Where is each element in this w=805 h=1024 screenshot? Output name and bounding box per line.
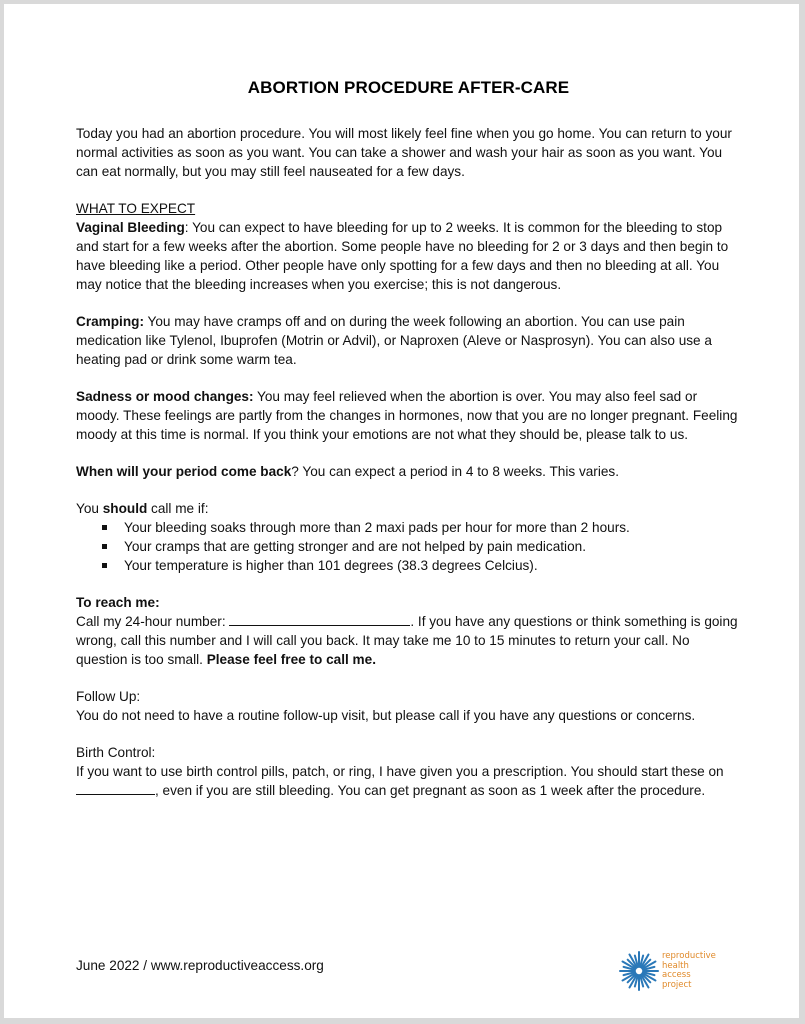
call-if-emph: should [102,501,148,516]
follow-up-heading: Follow Up: [76,689,141,704]
bleeding-paragraph [76,218,741,294]
cramping-label: Cramping: [76,314,144,329]
bleeding-label: Vaginal Bleeding [76,220,185,235]
period-label: When will your period come back [76,464,292,479]
bullet-icon [102,525,107,530]
cramping-paragraph [76,312,741,369]
reach-after: . If you have any questions or think something is going wrong, call this number and I will call you back. It may take me 10 to 15 minutes to return your call. No question is too small. [76,614,738,667]
expect-heading: WHAT TO EXPECT [76,201,196,216]
logo-line: health [662,960,689,971]
bleeding-text: : You can expect to have bleeding for up to 2 weeks. It is common for the bleeding to stop and start for a few weeks after the abortion. Some people have no bleeding for 2 or 3 days and then begin to have bleeding like a period. Other people have only spotting for a few days and then no bleeding at all. You may notice that the bleeding increases when you exercise; this is not dangerous. [76,220,729,292]
cramping-text: You may have cramps off and on during the week following an abortion. You can use pain medication like Tylenol, Ibuprofen (Motrin or Advil), or Naproxen (Aleve or Nasprosyn). You can also use a heating pad or drink some warm tea. [76,314,712,367]
logo-line: access [662,970,691,980]
reach-emph: Please feel free to call me. [206,652,376,667]
list-item-text: Your cramps that are getting stronger and are not helped by pain medication. [124,539,586,554]
call-if-suffix: call me if: [147,501,209,516]
start-date-blank [76,781,155,795]
list-item-text: Your temperature is higher than 101 degrees (38.3 degrees Celcius). [124,558,538,573]
mood-paragraph [76,387,741,444]
list-item [76,556,741,575]
sunburst-logo-icon [618,950,660,992]
reach-heading: To reach me: [76,595,160,610]
logo-center [635,967,643,975]
mood-label: Sadness or mood changes: [76,389,254,404]
reach-paragraph [76,612,741,669]
list-item-text: Your bleeding soaks through more than 2 maxi pads per hour for more than 2 hours. [124,520,630,535]
footer: June 2022 / www.reproductiveaccess.org [76,958,324,973]
page-title: ABORTION PROCEDURE AFTER-CARE [247,78,570,97]
birth-control-before: If you want to use birth control pills, patch, or ring, I have given you a prescription. You should start these on [76,764,724,779]
reach-before: Call my 24-hour number: [76,614,230,629]
logo-text [662,952,716,990]
bullet-icon [102,544,107,549]
call-if-intro [76,499,741,518]
period-paragraph [76,462,741,481]
follow-up-paragraph: You do not need to have a routine follow-up visit, but please call if you have any questions or concerns. [76,708,696,723]
document-page [4,4,799,1018]
bullet-icon [102,563,107,568]
call-if-prefix: You [76,501,103,516]
intro-paragraph: Today you had an abortion procedure. You will most likely feel fine when you go home. You can return to your normal activities as soon as you want. You can take a shower and wash your hair as soon as you want. You can eat normally, but you may still feel nauseated for a few days. [76,126,732,179]
period-text: ? You can expect a period in 4 to 8 weeks. This varies. [291,464,619,479]
phone-number-blank [229,612,410,626]
document-body [76,78,741,800]
birth-control-after: , even if you are still bleeding. You can get pregnant as soon as 1 week after the procedure. [155,783,706,798]
list-item [76,537,741,556]
logo-line: reproductive [662,951,716,961]
mood-text: You may feel relieved when the abortion is over. You may also feel sad or moody. These feelings are partly from the changes in hormones, now that you are no longer pregnant. Feeling moody at this time is normal. If you think your emotions are not what they should be, please talk to us. [76,389,738,442]
list-item [76,518,741,537]
birth-control-paragraph [76,762,741,800]
birth-control-heading: Birth Control: [76,745,156,760]
logo-line: project [662,979,692,990]
logo [618,950,738,998]
warning-list [76,518,741,575]
